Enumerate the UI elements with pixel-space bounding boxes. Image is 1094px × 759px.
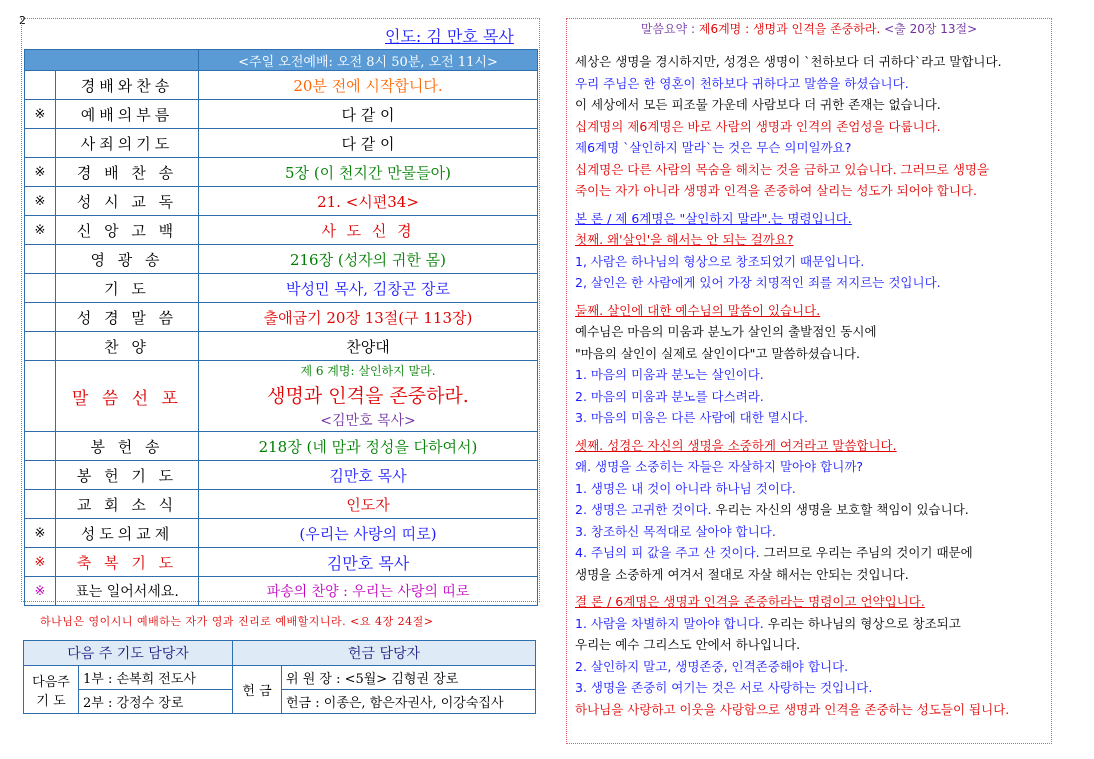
standing-note-row — [25, 577, 538, 606]
order-item-value: 찬양대 — [199, 332, 538, 361]
summary-line: 2. 살인하지 말고, 생명존중, 인격존중해야 합니다. — [575, 658, 849, 674]
prayer-first: 1부 : 손복희 전도사 — [79, 666, 233, 690]
summary-line: 이 세상에서 모든 피조물 가운데 사람보다 더 귀한 존재는 없습니다. — [575, 97, 941, 112]
summary-line: 제6계명 `살인하지 말라`는 것은 무슨 의미일까요? — [575, 140, 852, 155]
service-header-row — [25, 50, 538, 71]
sending-hymn: 파송의 찬양 : 우리는 사랑의 띠로 — [199, 577, 538, 606]
order-item-value: 출애굽기 20장 13절(구 113장) — [199, 303, 538, 332]
prayer-second: 2부 : 강정수 장로 — [79, 690, 233, 714]
order-mark: ※ — [25, 187, 56, 216]
order-row — [25, 100, 538, 129]
summary-line: 세상은 생명을 경시하지만, 성경은 생명이 `천하보다 더 귀하다`라고 말합니다. — [575, 54, 1002, 69]
order-item-value: 20분 전에 시작합니다. — [199, 71, 538, 100]
summary-line: 1. 생명은 내 것이 아니라 하나님 것이다. — [575, 480, 796, 496]
order-mark — [25, 303, 56, 332]
summary-line: 우리 주님은 한 영혼이 천하보다 귀하다고 말씀을 하셨습니다. — [575, 75, 909, 91]
order-item-value: 5장 (이 천지간 만물들아) — [199, 158, 538, 187]
offering-duty-header: 헌금 담당자 — [233, 641, 536, 666]
summary-line: 4. 주님의 피 값을 주고 산 것이다. 그러므로 우리는 주님의 것이기 때문에 — [575, 545, 973, 560]
order-item-value: 21. <시편34> — [199, 187, 538, 216]
order-item-value: 216장 (성자의 귀한 몸) — [199, 245, 538, 274]
order-row — [25, 519, 538, 548]
order-item-name: 성 경 말 씀 — [56, 303, 199, 332]
summary-line: 첫째. 왜'살인'을 해서는 안 되는 걸까요? — [575, 232, 794, 247]
order-mark — [25, 129, 56, 158]
order-mark: ※ — [25, 216, 56, 245]
order-item-name: 성 시 교 독 — [56, 187, 199, 216]
standing-note: 표는 일어서세요. — [56, 577, 199, 606]
order-item-name: 성도의교제 — [56, 519, 199, 548]
order-mark — [25, 490, 56, 519]
order-row — [25, 158, 538, 187]
order-item-value: 김만호 목사 — [199, 548, 538, 577]
summary-line: 생명을 소중하게 여겨서 절대로 자살 해서는 안되는 것입니다. — [575, 566, 909, 582]
summary-line: 2, 살인은 한 사람에게 있어 가장 치명적인 죄를 저지르는 것입니다. — [575, 275, 941, 290]
order-row — [25, 303, 538, 332]
order-item-name: 신 앙 고 백 — [56, 216, 199, 245]
order-item-name: 봉 헌 기 도 — [56, 461, 199, 490]
summary-line: 십계명의 제6계명은 바로 사람의 생명과 인격의 존엄성을 다룹니다. — [575, 118, 941, 134]
prayer-duty-header: 다음 주 기도 담당자 — [24, 641, 233, 666]
summary-line: 3. 창조하신 목적대로 살아야 합니다. — [575, 523, 776, 539]
order-mark: ※ — [25, 158, 56, 187]
order-mark — [25, 361, 56, 432]
order-item-value: (우리는 사랑의 띠로) — [199, 519, 538, 548]
order-item-name: 찬 양 — [56, 332, 199, 361]
sermon-summary-title: 말씀요약 : 제6계명 : 생명과 인격을 존중하라. <출 20장 13절> — [640, 22, 978, 36]
order-mark — [25, 274, 56, 303]
sermon-row — [25, 361, 538, 432]
sermon-content — [199, 361, 538, 432]
order-item-name: 사죄의기도 — [56, 129, 199, 158]
offering-label: 헌 금 — [233, 666, 282, 714]
order-item-value: 다 같 이 — [199, 129, 538, 158]
summary-line: 죽이는 자가 아니라 생명과 인격을 존중하여 살리는 성도가 되어야 합니다. — [575, 183, 977, 198]
order-mark — [25, 461, 56, 490]
order-item-name: 영 광 송 — [56, 245, 199, 274]
order-mark — [25, 432, 56, 461]
sermon-title: 생명과 인격을 존중하라. — [267, 385, 469, 407]
scripture-verse: 하나님은 영이시니 예배하는 자가 영과 진리로 예배할지니라. <요 4장 24절> — [40, 615, 434, 628]
summary-line: 예수님은 마음의 미움과 분노가 살인의 출발점인 동시에 — [575, 324, 877, 339]
order-item-value: 다 같 이 — [199, 100, 538, 129]
summary-line: 1. 마음의 미움과 분노는 살인이다. — [575, 367, 764, 382]
summary-line: 결 론 / 6계명은 생명과 인격을 존중하라는 명령이고 언약입니다. — [575, 594, 925, 609]
sermon-commandment: 제 6 계명: 살인하지 말라. — [300, 364, 436, 378]
order-item-name: 봉 헌 송 — [56, 432, 199, 461]
order-row — [25, 129, 538, 158]
order-row — [25, 187, 538, 216]
order-mark: ※ — [25, 100, 56, 129]
order-item-name: 경 배 찬 송 — [56, 158, 199, 187]
order-mark: ※ — [25, 519, 56, 548]
summary-line: 하나님을 사랑하고 이웃을 사랑함으로 생명과 인격을 존중하는 성도들이 됩니다. — [575, 701, 1010, 717]
page-number: 2 — [19, 14, 26, 27]
summary-line: 셋째. 성경은 자신의 생명을 소중하게 여겨라고 말씀합니다. — [575, 437, 897, 453]
summary-line: 2. 마음의 미움과 분노를 다스려라. — [575, 388, 764, 404]
order-row — [25, 548, 538, 577]
order-row — [25, 71, 538, 100]
worship-order-table — [24, 49, 538, 606]
service-header: <주일 오전예배: 오전 8시 50분, 오전 11시> — [199, 50, 538, 71]
order-row — [25, 274, 538, 303]
order-item-name: 기 도 — [56, 274, 199, 303]
order-item-name: 예배의부름 — [56, 100, 199, 129]
order-item-value: 인도자 — [199, 490, 538, 519]
order-item-name: 축 복 기 도 — [56, 548, 199, 577]
order-mark — [25, 245, 56, 274]
summary-line: 왜. 생명을 소중히는 자들은 자살하지 말아야 합니까? — [575, 459, 864, 474]
order-item-value: 김만호 목사 — [199, 461, 538, 490]
order-mark — [25, 71, 56, 100]
sermon-summary-body — [575, 51, 1045, 720]
order-row — [25, 216, 538, 245]
summary-line: 우리는 예수 그리스도 안에서 하나입니다. — [575, 637, 801, 652]
summary-line: 1. 사람을 차별하지 말아야 합니다. 우리는 하나님의 형상으로 창조되고 — [575, 615, 961, 631]
summary-line: 3. 생명을 존중히 여기는 것은 서로 사랑하는 것입니다. — [575, 680, 873, 695]
order-item-value: 박성민 목사, 김창곤 장로 — [199, 274, 538, 303]
order-row — [25, 461, 538, 490]
summary-line: 2. 생명은 고귀한 것이다. 우리는 자신의 생명을 보호할 책임이 있습니다. — [575, 502, 969, 517]
sermon-label: 말 씀 선 포 — [56, 361, 199, 432]
duty-table — [23, 640, 536, 714]
order-item-name: 경배와찬송 — [56, 71, 199, 100]
order-row — [25, 332, 538, 361]
sermon-speaker: <김만호 목사> — [320, 413, 416, 429]
summary-line: 3. 마음의 미움은 다른 사람에 대한 멸시다. — [575, 410, 808, 425]
order-row — [25, 490, 538, 519]
order-item-value: 218장 (네 맘과 정성을 다하여서) — [199, 432, 538, 461]
summary-line: 1, 사람은 하나님의 형상으로 창조되었기 때문입니다. — [575, 253, 865, 269]
order-item-name: 교 회 소 식 — [56, 490, 199, 519]
summary-line: 둘째. 살인에 대한 예수님의 말씀이 있습니다. — [575, 302, 821, 318]
prayer-label: 다음주 기 도 — [24, 666, 79, 714]
order-item-value: 사 도 신 경 — [199, 216, 538, 245]
preacher-heading: 인도: 김 만호 목사 — [385, 27, 514, 46]
order-mark: ※ — [25, 548, 56, 577]
offering-people: 헌금 : 이종은, 함은자권사, 이강숙집사 — [282, 690, 536, 714]
order-mark — [25, 332, 56, 361]
summary-line: 본 론 / 제 6계명은 "살인하지 말라".는 명령입니다. — [575, 210, 852, 226]
offering-committee: 위 원 장 : <5월> 김형권 장로 — [282, 666, 536, 690]
order-row — [25, 245, 538, 274]
order-row — [25, 432, 538, 461]
summary-line: 십계명은 다른 사람의 목숨을 해치는 것을 금하고 있습니다. 그러므로 생명을 — [575, 161, 990, 177]
summary-line: "마음의 살인이 실제로 살인이다"고 말씀하셨습니다. — [575, 345, 860, 361]
order-mark: ※ — [25, 577, 56, 606]
